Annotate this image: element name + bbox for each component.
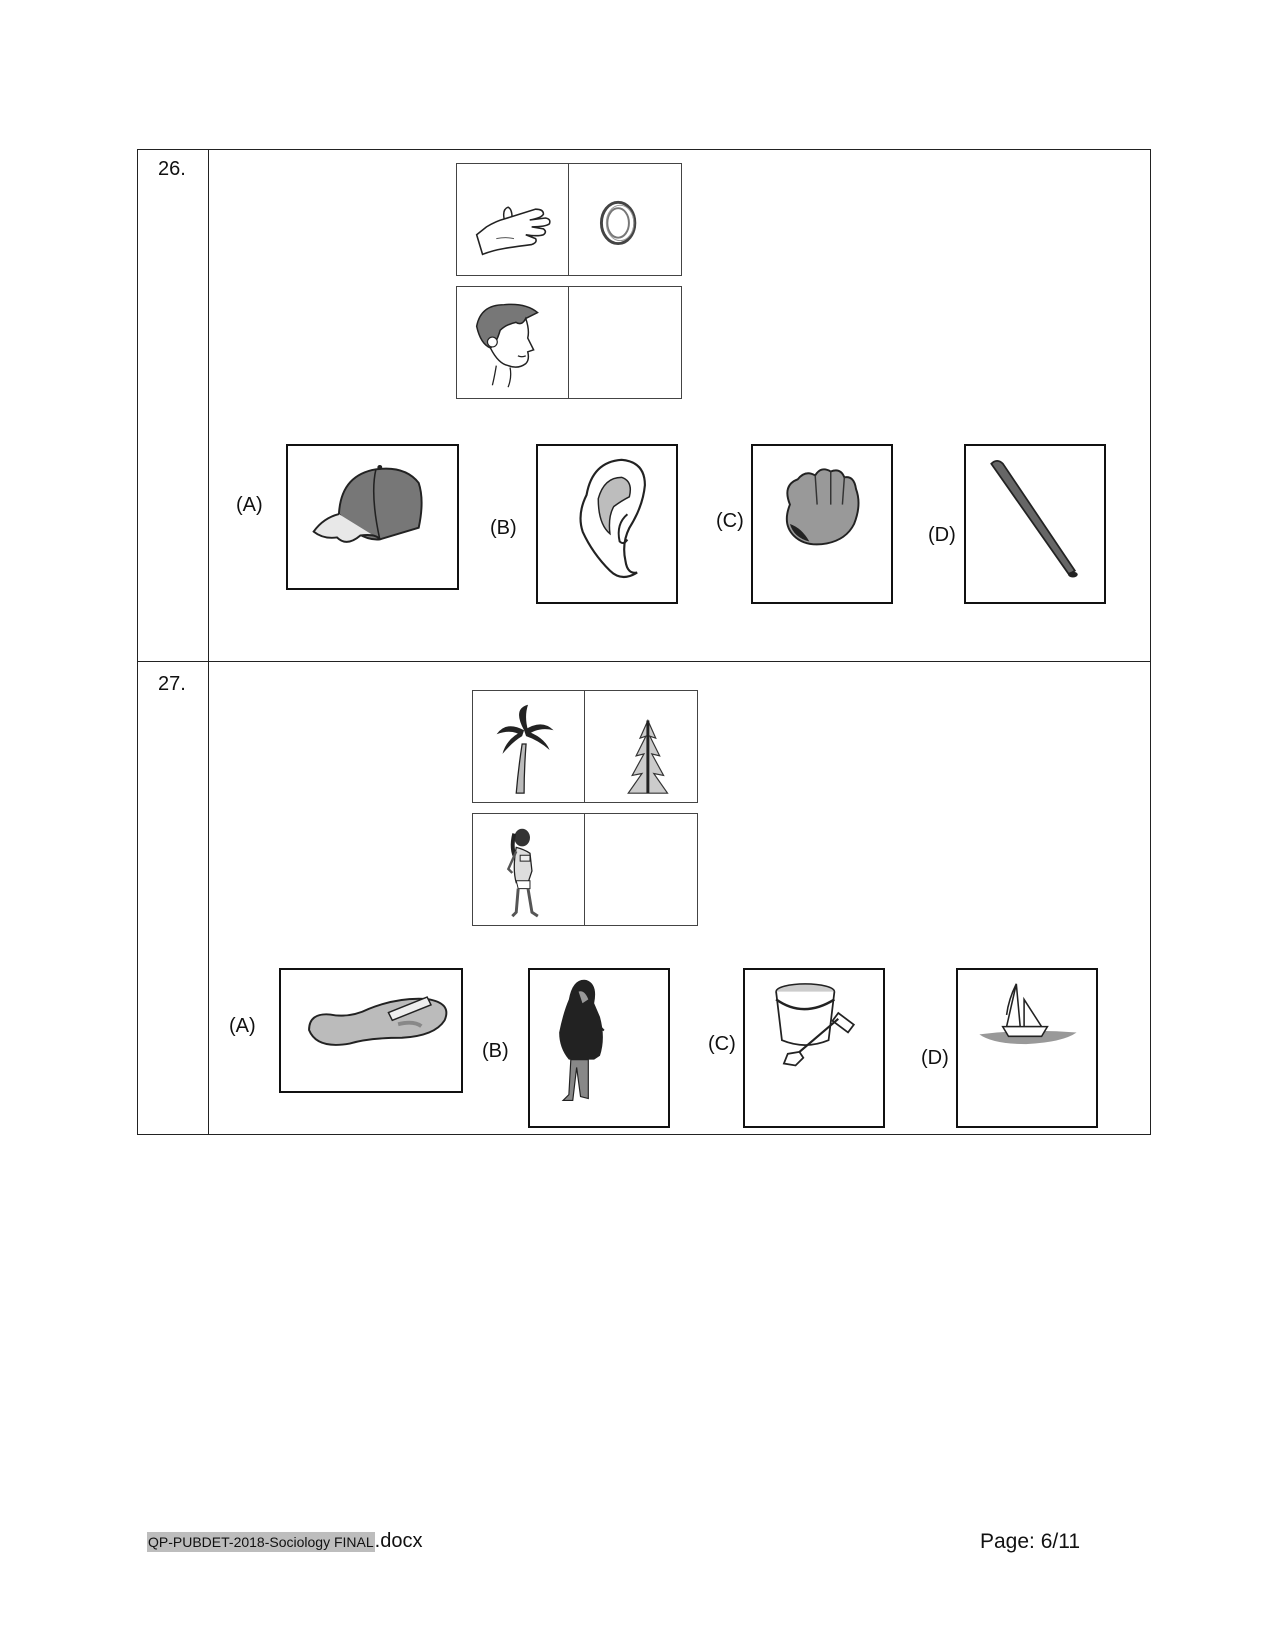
cap-icon [288, 446, 457, 588]
question-number-26: 26. [158, 158, 186, 180]
face-icon [457, 287, 569, 398]
option-label-c: (C) [716, 510, 744, 532]
option-b-hooded-coat [528, 968, 670, 1128]
footer-filename-extension: .docx [374, 1530, 423, 1552]
palm-tree-icon [473, 691, 585, 802]
hooded-coat-person-icon [530, 970, 668, 1126]
analogy-cell-blank [568, 286, 682, 399]
question-number-27: 27. [158, 673, 186, 695]
sandal-icon [281, 970, 461, 1091]
option-label-a: (A) [229, 1015, 256, 1037]
row-divider [138, 661, 1150, 662]
option-label-a: (A) [236, 494, 263, 516]
question-table [137, 149, 1151, 1135]
analogy-cell-swimsuit-girl [472, 813, 586, 926]
option-b-ear [536, 444, 678, 604]
glove-icon [753, 446, 891, 602]
option-label-b: (B) [482, 1040, 509, 1062]
option-label-c: (C) [708, 1033, 736, 1055]
bucket-spade-icon [745, 970, 883, 1126]
option-a-cap [286, 444, 459, 590]
pine-tree-icon [585, 691, 697, 802]
option-d-sailboat [956, 968, 1098, 1128]
option-c-glove [751, 444, 893, 604]
option-label-b: (B) [490, 517, 517, 539]
footer-filename-highlight: QP-PUBDET-2018-Sociology FINAL [148, 1534, 374, 1550]
analogy-cell-face [456, 286, 570, 399]
footer-filename [147, 1530, 422, 1553]
hand-icon [457, 164, 569, 275]
analogy-cell-hand [456, 163, 570, 276]
ear-icon [538, 446, 676, 602]
option-label-d: (D) [921, 1047, 949, 1069]
option-label-d: (D) [928, 524, 956, 546]
analogy-cell-palm-tree [472, 690, 586, 803]
option-d-bat [964, 444, 1106, 604]
column-divider [208, 150, 209, 1134]
footer-page-number: Page: 6/11 [980, 1530, 1081, 1553]
swimsuit-girl-icon [473, 814, 585, 925]
analogy-cell-pine-tree [584, 690, 698, 803]
option-a-sandal [279, 968, 463, 1093]
sailboat-icon [958, 970, 1096, 1126]
bat-icon [966, 446, 1104, 602]
analogy-cell-ring [568, 163, 682, 276]
ring-icon [569, 164, 681, 275]
option-c-bucket-spade [743, 968, 885, 1128]
analogy-cell-blank [584, 813, 698, 926]
